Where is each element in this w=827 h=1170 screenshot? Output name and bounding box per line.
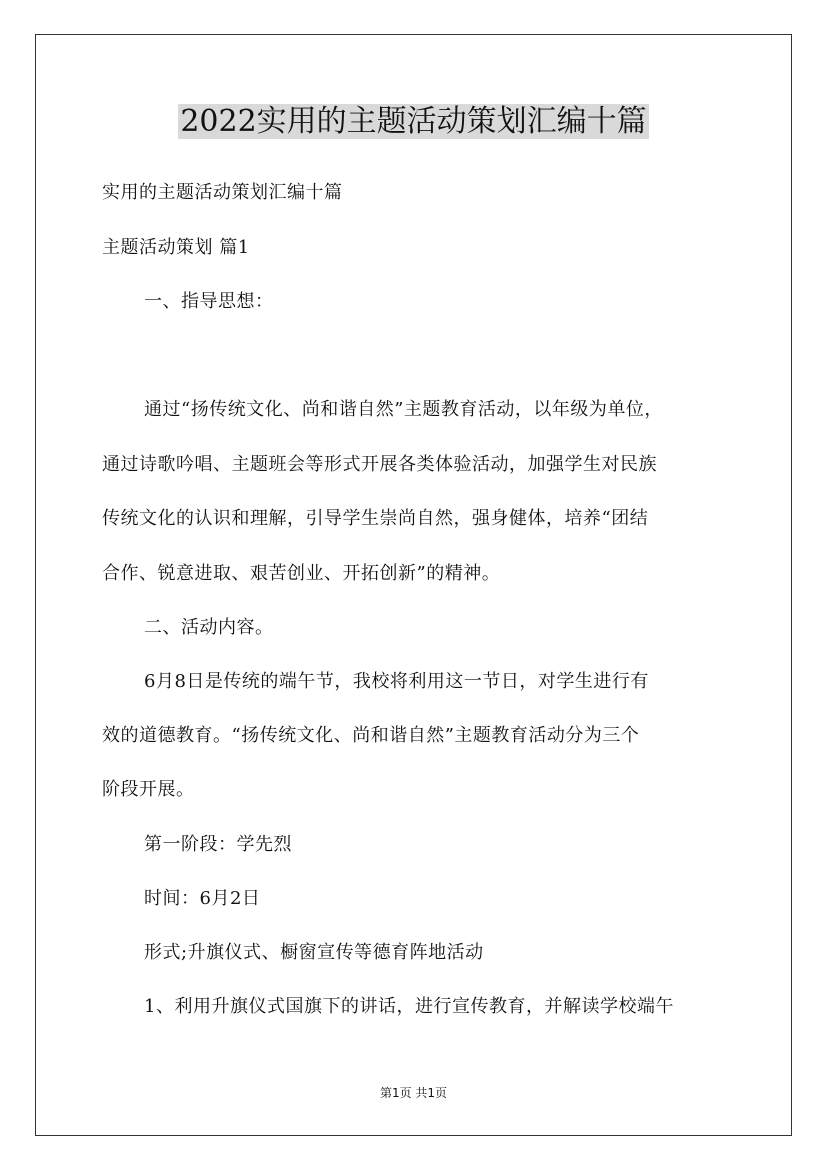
document-title-text: 2022实用的主题活动策划汇编十篇 xyxy=(180,104,647,139)
paragraph-line: 通过诗歌吟唱、主题班会等形式开展各类体验活动，加强学生对民族 xyxy=(102,454,657,475)
page-footer: 第1页 共1页 xyxy=(379,1086,448,1100)
document-subtitle: 实用的主题活动策划汇编十篇 xyxy=(102,182,343,203)
paragraph-line: 阶段开展。 xyxy=(102,779,195,800)
paragraph-line: 二、活动内容。 xyxy=(144,617,274,638)
paragraph-line: 第一阶段：学先烈 xyxy=(144,834,292,855)
paragraph-line: 形式;升旗仪式、橱窗宣传等德育阵地活动 xyxy=(144,942,484,963)
paragraph-line: 合作、锐意进取、艰苦创业、开拓创新”的精神。 xyxy=(102,563,501,584)
paragraph-line: 时间：6月2日 xyxy=(144,888,261,909)
paragraph-line: 通过“扬传统文化、尚和谐自然”主题教育活动，以年级为单位， xyxy=(144,399,663,420)
document-title xyxy=(0,100,827,144)
paragraph-line: 6月8日是传统的端午节，我校将利用这一节日，对学生进行有 xyxy=(144,671,649,692)
section-heading: 主题活动策划 篇1 xyxy=(102,237,250,258)
paragraph-line: 传统文化的认识和理解，引导学生崇尚自然，强身健体，培养“团结 xyxy=(102,508,649,529)
paragraph-line: 1、利用升旗仪式国旗下的讲话，进行宣传教育，并解读学校端午 xyxy=(144,996,674,1017)
paragraph-line: 效的道德教育。“扬传统文化、尚和谐自然”主题教育活动分为三个 xyxy=(102,725,640,746)
paragraph-line: 一、指导思想： xyxy=(144,291,274,312)
